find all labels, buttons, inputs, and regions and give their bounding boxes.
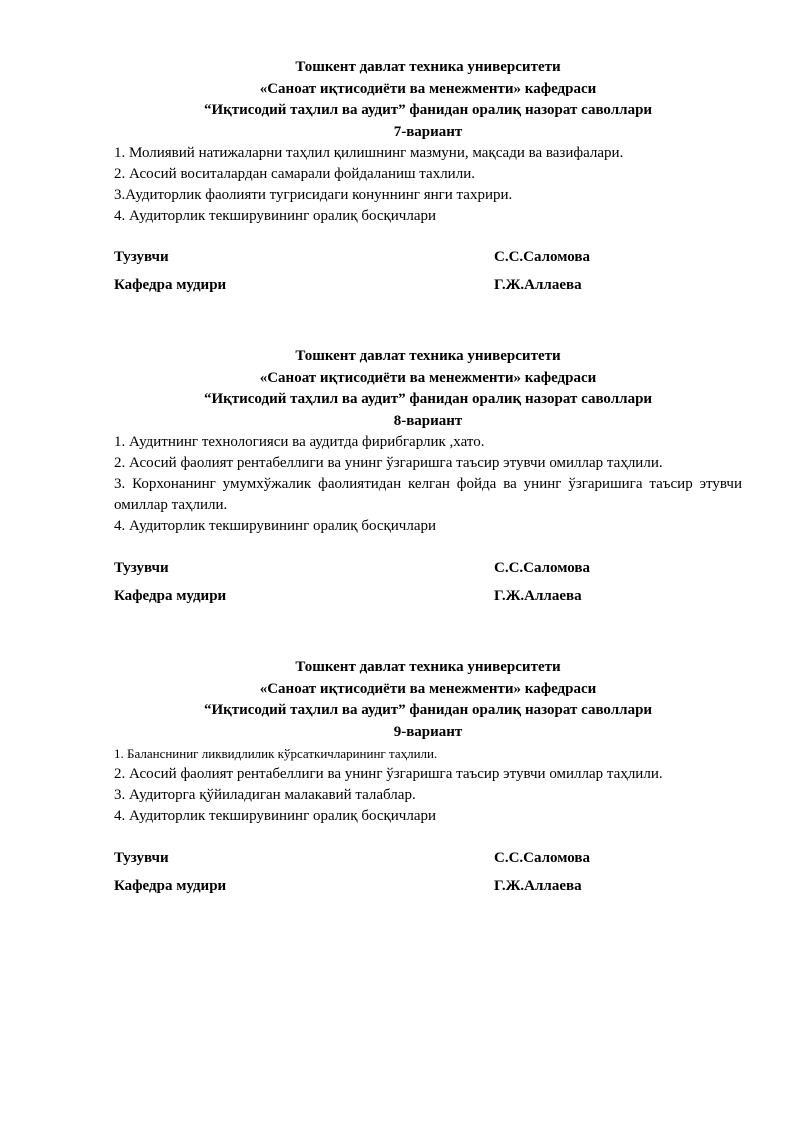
variant-title: 9-вариант [393, 723, 463, 740]
compiler-name: С.С.Саломова [494, 560, 591, 576]
head-row [114, 588, 742, 616]
compiler-name: С.С.Саломова [494, 249, 591, 265]
compiler-label: Тузувчи [114, 850, 169, 866]
head-row [114, 277, 742, 305]
compiler-row [114, 850, 742, 878]
subject-title: “Иқтисодий таҳлил ва аудит” фанидан оралиқ назорат саволлари [203, 102, 653, 118]
compiler-label: Тузувчи [114, 560, 169, 576]
department-title: «Саноат иқтисодиёти ва менежменти» кафедраси [259, 680, 597, 697]
variant-block-7 [114, 57, 742, 227]
question-3: 3.Аудиторлик фаолияти тугрисидаги конуннинг янги тахрири. [114, 187, 513, 203]
variant-title: 8-вариант [393, 412, 463, 429]
question-3: 3. Аудиторга қўйиладиган малакавий талаблар. [114, 787, 416, 803]
head-label: Кафедра мудири [114, 277, 227, 293]
signatures-7 [114, 249, 742, 305]
question-1: 1. Балансниниг ликвидлилик кўрсаткичларининг таҳлили. [114, 746, 438, 761]
head-label: Кафедра мудири [114, 588, 227, 604]
question-1: 1. Аудитнинг технологияси ва аудитда фирибгарлик ,хато. [114, 434, 485, 450]
variant-block-8 [114, 346, 742, 537]
variant-title: 7-вариант [393, 123, 463, 140]
compiler-name: С.С.Саломова [494, 850, 591, 866]
signatures-9 [114, 850, 742, 906]
compiler-row [114, 249, 742, 277]
question-4: 4. Аудиторлик текширувининг оралиқ босқичлари [114, 518, 437, 534]
question-2: 2. Асосий фаолият рентабеллиги ва унинг ўзгаришга таъсир этувчи омиллар таҳлили. [114, 766, 663, 782]
question-4: 4. Аудиторлик текширувининг оралиқ босқичлари [114, 808, 437, 824]
head-name: Г.Ж.Аллаева [494, 588, 582, 604]
university-title: Тошкент давлат техника университети [295, 59, 561, 75]
subject-title: “Иқтисодий таҳлил ва аудит” фанидан оралиқ назорат саволлари [203, 702, 653, 718]
question-2: 2. Асосий фаолият рентабеллиги ва унинг ўзгаришга таъсир этувчи омиллар таҳлили. [114, 455, 663, 471]
compiler-label: Тузувчи [114, 249, 169, 265]
university-title: Тошкент давлат техника университети [295, 348, 561, 364]
university-title: Тошкент давлат техника университети [295, 659, 561, 675]
head-row [114, 878, 742, 906]
head-name: Г.Ж.Аллаева [494, 277, 582, 293]
subject-title: “Иқтисодий таҳлил ва аудит” фанидан оралиқ назорат саволлари [203, 391, 653, 407]
question-1: 1. Молиявий натижаларни таҳлил қилишнинг мазмуни, мақсади ва вазифалари. [114, 145, 624, 161]
question-3: 3. Корхонанинг умумхўжалик фаолиятидан келган фойда ва унинг ўзгаришига таъсир этувчи омиллар таҳлили. [114, 476, 742, 513]
variant-block-9 [114, 657, 742, 827]
head-name: Г.Ж.Аллаева [494, 878, 582, 894]
department-title: «Саноат иқтисодиёти ва менежменти» кафедраси [259, 80, 597, 97]
head-label: Кафедра мудири [114, 878, 227, 894]
compiler-row [114, 560, 742, 588]
department-title: «Саноат иқтисодиёти ва менежменти» кафедраси [259, 369, 597, 386]
signatures-8 [114, 560, 742, 616]
question-2: 2. Асосий воситалардан самарали фойдаланиш тахлили. [114, 166, 475, 182]
question-4: 4. Аудиторлик текширувининг оралиқ босқичлари [114, 208, 437, 224]
